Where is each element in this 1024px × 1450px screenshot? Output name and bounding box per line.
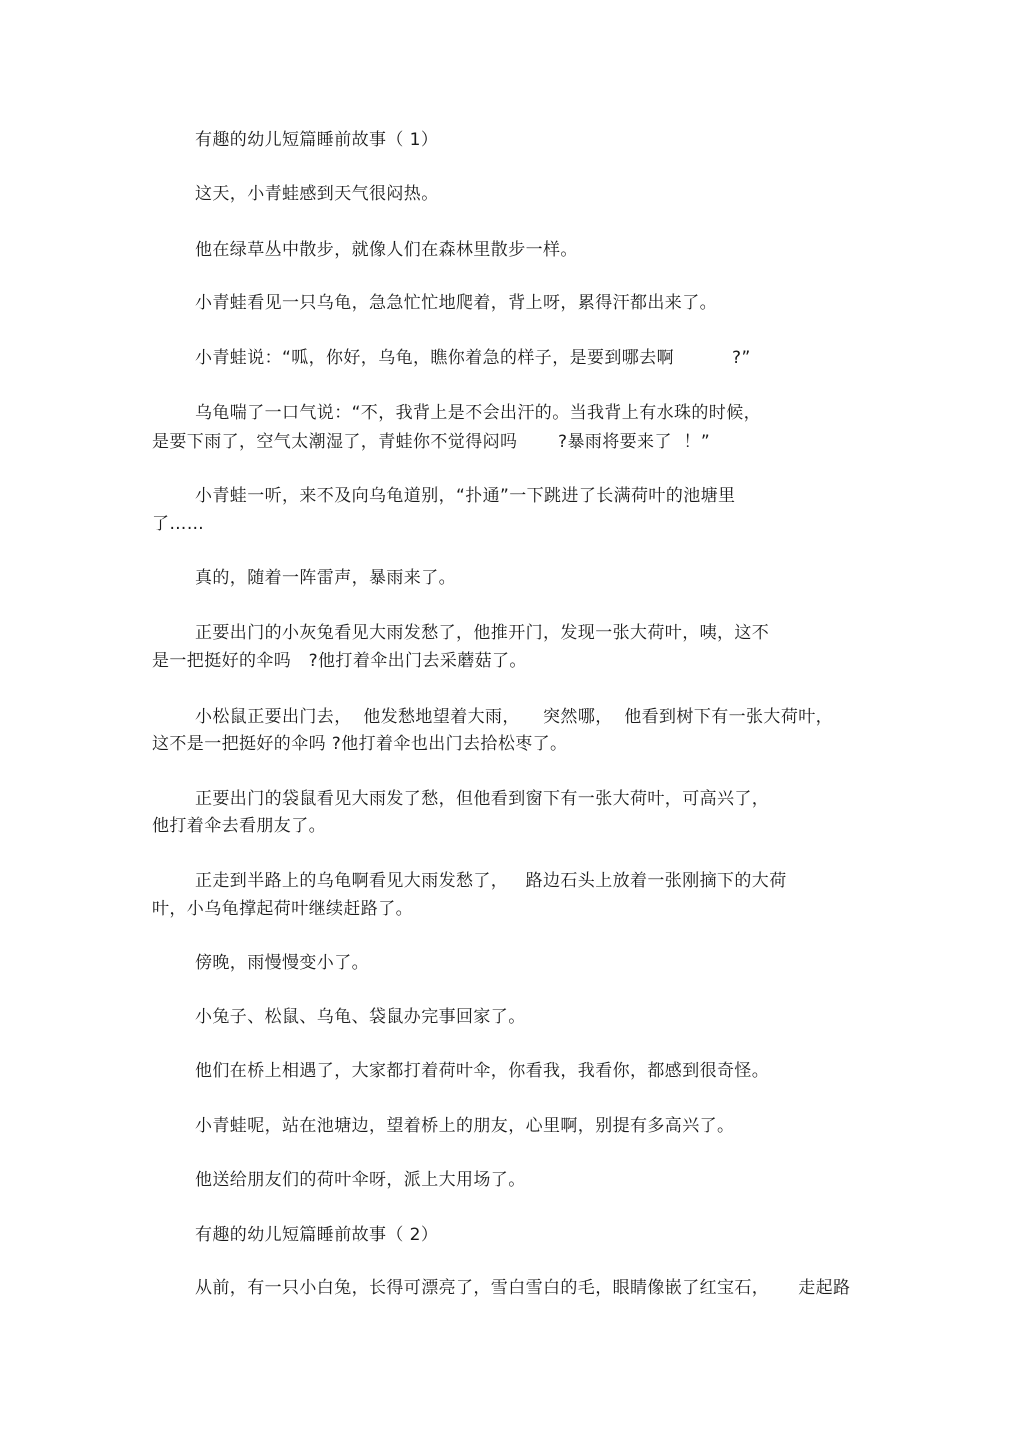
story-title-2: 有趣的幼儿短篇睡前故事（ 2） bbox=[195, 1225, 439, 1245]
paragraph-14: 他们在桥上相遇了，大家都打着荷叶伞，你看我，我看你，都感到很奇怪。 bbox=[195, 1061, 770, 1081]
paragraph-10-line-2: 他打着伞去看朋友了。 bbox=[152, 816, 326, 836]
paragraph-5-line-2: 是要下雨了，空气太潮湿了，青蛙你不觉得闷吗 ?暴雨将要来了 ！” bbox=[152, 432, 711, 452]
paragraph-15: 小青蛙呢，站在池塘边，望着桥上的朋友，心里啊，别提有多高兴了。 bbox=[195, 1116, 735, 1136]
paragraph-8-line-2: 是一把挺好的伞吗 ?他打着伞出门去采蘑菇了。 bbox=[152, 651, 527, 671]
paragraph-1: 这天，小青蛙感到天气很闷热。 bbox=[195, 184, 439, 204]
paragraph-6-line-1: 小青蛙一听，来不及向乌龟道别，“扑通”一下跳进了长满荷叶的池塘里 bbox=[195, 486, 736, 506]
story-title-1: 有趣的幼儿短篇睡前故事（ 1） bbox=[195, 130, 439, 150]
paragraph-16: 他送给朋友们的荷叶伞呀，派上大用场了。 bbox=[195, 1170, 526, 1190]
paragraph-3: 小青蛙看见一只乌龟，急急忙忙地爬着，背上呀，累得汗都出来了。 bbox=[195, 293, 717, 313]
paragraph-9-line-1: 小松鼠正要出门去， 他发愁地望着大雨， 突然哪， 他看到树下有一张大荷叶， bbox=[195, 707, 834, 727]
paragraph-8-line-1: 正要出门的小灰兔看见大雨发愁了，他推开门，发现一张大荷叶，咦，这不 bbox=[195, 623, 770, 643]
paragraph-17: 从前，有一只小白兔，长得可漂亮了，雪白雪白的毛，眼睛像嵌了红宝石， 走起路 bbox=[195, 1278, 851, 1298]
paragraph-11-line-2: 叶，小乌龟撑起荷叶继续赶路了。 bbox=[152, 899, 413, 919]
paragraph-7: 真的，随着一阵雷声，暴雨来了。 bbox=[195, 568, 456, 588]
paragraph-9-line-2: 这不是一把挺好的伞吗 ?他打着伞也出门去拾松枣了。 bbox=[152, 734, 568, 754]
paragraph-12: 傍晚，雨慢慢变小了。 bbox=[195, 953, 369, 973]
paragraph-11-line-1: 正走到半路上的乌龟啊看见大雨发愁了， 路边石头上放着一张刚摘下的大荷 bbox=[195, 871, 787, 891]
paragraph-6-line-2: 了…… bbox=[152, 514, 205, 534]
paragraph-5-line-1: 乌龟喘了一口气说：“不，我背上是不会出汗的。当我背上有水珠的时候， bbox=[195, 403, 762, 423]
paragraph-4: 小青蛙说：“呱，你好，乌龟，瞧你着急的样子，是要到哪去啊 ?” bbox=[195, 348, 751, 368]
paragraph-2: 他在绿草丛中散步，就像人们在森林里散步一样。 bbox=[195, 240, 578, 260]
paragraph-10-line-1: 正要出门的袋鼠看见大雨发了愁，但他看到窗下有一张大荷叶，可高兴了， bbox=[195, 789, 770, 809]
paragraph-13: 小兔子、松鼠、乌龟、袋鼠办完事回家了。 bbox=[195, 1007, 526, 1027]
